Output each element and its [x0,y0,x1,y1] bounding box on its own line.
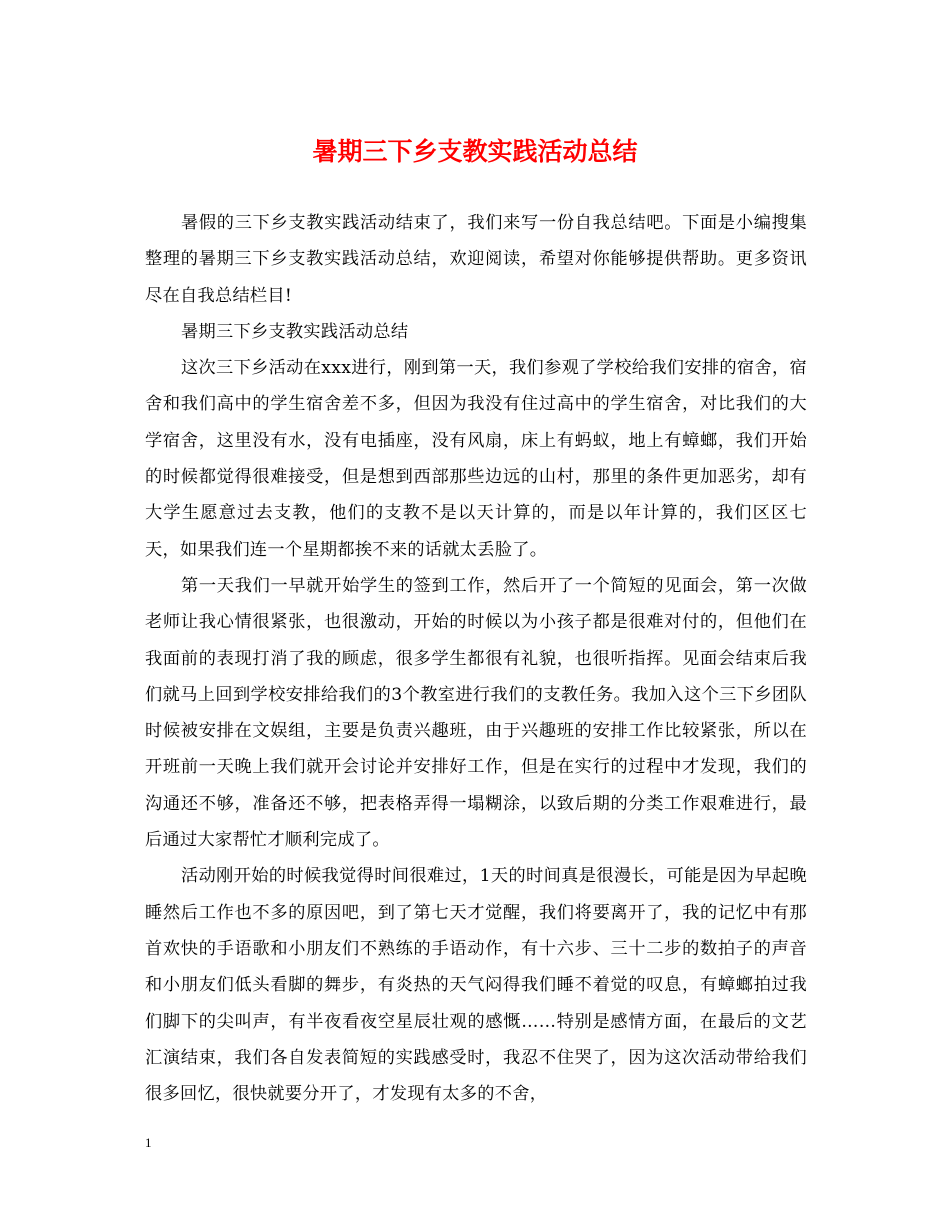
page-number: 1 [145,1135,152,1150]
paragraph-first-day: 第一天我们一早就开始学生的签到工作，然后开了一个简短的见面会，第一次做老师让我心情很紧张，也很激动，开始的时候以为小孩子都是很难对付的，但他们在我面前的表现打消了我的顾虑，很多学生都很有礼貌，也很听指挥。见面会结束后我们就马上回到学校安排给我们的3个教室进行我们的支教任务。我加入这个三下乡团队时候被安排在文娱组，主要是负责兴趣班，由于兴趣班的安排工作比较紧张，所以在开班前一天晚上我们就开会讨论并安排好工作，但是在实行的过程中才发现，我们的沟通还不够，准备还不够，把表格弄得一塌糊涂，以致后期的分类工作艰难进行，最后通过大家帮忙才顺利完成了。 [145,575,807,851]
paragraph-subtitle: 暑期三下乡支教实践活动总结 [181,321,409,342]
paragraph-arrival: 这次三下乡活动在xxx进行，刚到第一天，我们参观了学校给我们安排的宿舍，宿舍和我们高中的学生宿舍差不多，但因为我没有住过高中的学生宿舍，对比我们的大学宿舍，这里没有水，没有电插座，没有风扇，床上有蚂蚁，地上有蟑螂，我们开始的时候都觉得很难接受，但是想到西部那些边远的山村，那里的条件更加恶劣，却有大学生愿意过去支教，他们的支教不是以天计算的，而是以年计算的，我们区区七天，如果我们连一个星期都挨不来的话就太丢脸了。 [145,358,807,560]
paragraph-reflection: 活动刚开始的时候我觉得时间很难过，1天的时间真是很漫长，可能是因为早起晚睡然后工作也不多的原因吧，到了第七天才觉醒，我们将要离开了，我的记忆中有那首欢快的手语歌和小朋友们不熟练的手语动作，有十六步、三十二步的数拍子的声音和小朋友们低头看脚的舞步，有炎热的天气闷得我们睡不着觉的叹息，有蟑螂拍过我们脚下的尖叫声，有半夜看夜空星辰壮观的感慨……特别是感情方面，在最后的文艺汇演结束，我们各自发表简短的实践感受时，我忍不住哭了，因为这次活动带给我们很多回忆，很快就要分开了，才发现有太多的不舍， [145,866,807,1105]
paragraph-intro: 暑假的三下乡支教实践活动结束了，我们来写一份自我总结吧。下面是小编搜集整理的暑期三下乡支教实践活动总结，欢迎阅读，希望对你能够提供帮助。更多资讯尽在自我总结栏目! [145,213,807,306]
document-title: 暑期三下乡支教实践活动总结 [312,137,638,166]
document-body [145,205,807,1112]
